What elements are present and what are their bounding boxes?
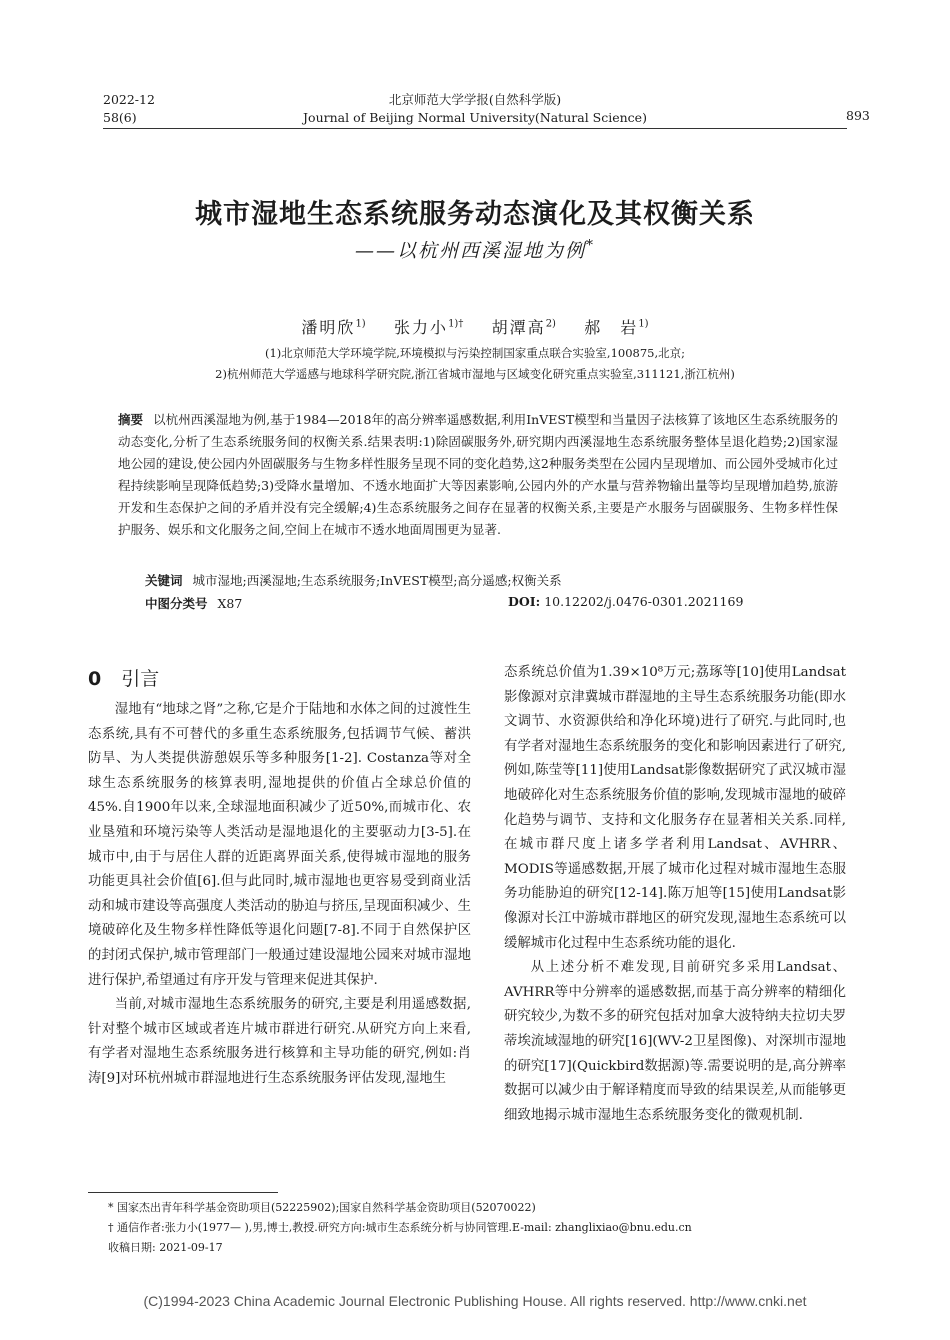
footnote-received-date: 收稿日期: 2021-09-17 <box>108 1241 223 1254</box>
paragraph: 态系统总价值为1.39×10⁸万元;荔琢等[10]使用Landsat影像源对京津冀城市群湿地的主导生态系统服务功能(即水文调节、水资源供给和净化环境)进行了研究.与此同时,也有学者对湿地生态系统服务的变化和影响因素进行了研究,例如,陈莹等[11]使用Landsat影像数据研究了武汉城市湿地破碎化对生态系统服务价值的影响,发现城市湿地的破碎化趋势与调节、支持和文化服务存在显著相关关系.同样,在城市群尺度上诸多学者利用Landsat、AVHRR、MODIS等遥感数据,开展了城市化过程对城市湿地生态服务功能胁迫的研究[12-14].陈万旭等[15]使用Landsat影像源对长江中游城市群地区的研究发现,湿地生态系统可以缓解城市化过程中生态系统功能的退化. <box>504 665 846 951</box>
paragraph: 当前,对城市湿地生态系统服务的研究,主要是利用遥感数据,针对整个城市区域或者连片城市群进行研究.从研究方向上来看,有学者对湿地生态系统服务进行核算和主导功能的研究,例如:肖涛[9]对环杭州城市群湿地进行生态系统服务评估发现,湿地生 <box>88 997 471 1086</box>
author-affiliation-mark: 2) <box>545 318 556 330</box>
keywords-label: 关键词 <box>145 573 183 588</box>
paper-title: 城市湿地生态系统服务动态演化及其权衡关系 <box>195 199 755 230</box>
doi-value: 10.12202/j.0476-0301.2021169 <box>544 594 744 609</box>
paragraph: 湿地有“地球之肾”之称,它是介于陆地和水体之间的过渡性生态系统,具有不可替代的多重生态系统服务,包括调节气候、蓄洪防旱、为人类提供游憩娱乐等多种服务[1-2]. Costanza等对全球生态系统服务的核算表明,湿地提供的价值占全球总价值的45%.自1900年以来,全球湿地面积减少了近50%,而城市化、农业垦殖和环境污染等人类活动是湿地退化的主要驱动力[3-5].在城市中,由于与居住人群的近距离界面关系,使得城市湿地的服务功能更具社会价值[6].但与此同时,城市湿地也更容易受到商业活动和城市建设等高强度人类活动的胁迫与挤压,呈现面积减少、生境破碎化及生物多样性降低等退化问题[7-8].不同于自然保护区的封闭式保护,城市管理部门一般通过建设湿地公园来对城市湿地进行保护,希望通过有序开发与管理来促进其保护. <box>88 702 471 988</box>
right-column <box>504 661 846 1128</box>
issue-date: 2022-12 <box>103 92 155 107</box>
paper-subtitle <box>0 236 950 263</box>
page-number: 893 <box>846 108 870 123</box>
subtitle-text: ——以杭州西溪湿地为例 <box>354 240 586 262</box>
classification <box>145 594 242 612</box>
section-number: 0 <box>88 668 102 690</box>
classification-label: 中图分类号 <box>145 596 208 611</box>
issue-volume: 58(6) <box>103 110 137 125</box>
copyright-footer: (C)1994-2023 China Academic Journal Electronic Publishing House. All rights reserved. http://www.cnki.net <box>143 1293 807 1309</box>
journal-name-cn: 北京师范大学学报(自然科学版) <box>388 92 562 107</box>
doi <box>508 594 743 609</box>
keywords-text: 城市湿地;西溪湿地;生态系统服务;InVEST模型;高分遥感;权衡关系 <box>192 573 562 588</box>
affiliation-2: 2)杭州师范大学遥感与地球科学研究院,浙江省城市湿地与区域变化研究重点实验室,311121,浙江杭州) <box>215 367 735 381</box>
author: 郝 岩 <box>584 318 639 337</box>
section-heading <box>88 664 159 691</box>
author-affiliation-mark: 1) <box>638 318 649 330</box>
abstract <box>118 409 838 541</box>
subtitle-footnote-mark: * <box>586 237 595 254</box>
author-affiliation-mark: 1) <box>355 318 366 330</box>
section-title: 引言 <box>121 668 160 690</box>
author-list <box>0 315 950 338</box>
footnote-rule <box>88 1192 278 1193</box>
author-affiliation-mark: 1)† <box>448 318 464 330</box>
left-column <box>88 698 471 1092</box>
header-rule <box>103 128 847 129</box>
author: 潘明欣 <box>301 318 356 337</box>
paragraph: 从上述分析不难发现,目前研究多采用Landsat、AVHRR等中分辨率的遥感数据,而基于高分辨率的精细化研究较少,为数不多的研究包括对加拿大波特纳夫拉切夫罗蒂埃流域湿地的研究[16](WV-2卫星图像)、对深圳市湿地的研究[17](Quickbird数据源)等.需要说明的是,高分辨率数据可以减少由于解译精度而导致的结果误差,从而能够更细致地揭示城市湿地生态系统服务变化的微观机制. <box>504 960 846 1123</box>
author: 张力小 <box>394 318 449 337</box>
affiliation-1: (1)北京师范大学环境学院,环境模拟与污染控制国家重点联合实验室,100875,北京; <box>264 346 686 360</box>
journal-header <box>280 91 670 127</box>
author: 胡潭高 <box>491 318 546 337</box>
journal-name-en: Journal of Beijing Normal University(Natural Science) <box>303 110 647 125</box>
keywords <box>145 570 562 592</box>
footnote-correspondence: † 通信作者:张力小(1977— ),男,博士,教授.研究方向:城市生态系统分析与协同管理.E-mail: zhanglixiao@bnu.edu.cn <box>108 1221 692 1234</box>
classification-code: X87 <box>217 596 243 611</box>
footnote-funding: * 国家杰出青年科学基金资助项目(52225902);国家自然科学基金资助项目(52070022) <box>108 1201 536 1214</box>
issue-info <box>103 91 155 127</box>
abstract-label: 摘要 <box>118 412 144 427</box>
abstract-text: 以杭州西溪湿地为例,基于1984—2018年的高分辨率遥感数据,利用InVEST模型和当量因子法核算了该地区生态系统服务的动态变化,分析了生态系统服务间的权衡关系.结果表明:1)除固碳服务外,研究期内西溪湿地生态系统服务整体呈退化趋势;2)国家湿地公园的建设,使公园内外固碳服务与生物多样性服务呈现不同的变化趋势,这2种服务类型在公园内呈现增加、而公园外受城市化过程持续影响呈现降低趋势;3)受降水量增加、不透水地面扩大等因素影响,公园内外的产水量与营养物输出量等均呈现增加趋势,旅游开发和生态保护之间的矛盾并没有完全缓解;4)生态系统服务之间存在显著的权衡关系,主要是产水服务与固碳服务、生物多样性保护服务、娱乐和文化服务之间,空间上在城市不透水地面周围更为显著. <box>118 412 838 537</box>
doi-label: DOI: <box>508 594 541 609</box>
